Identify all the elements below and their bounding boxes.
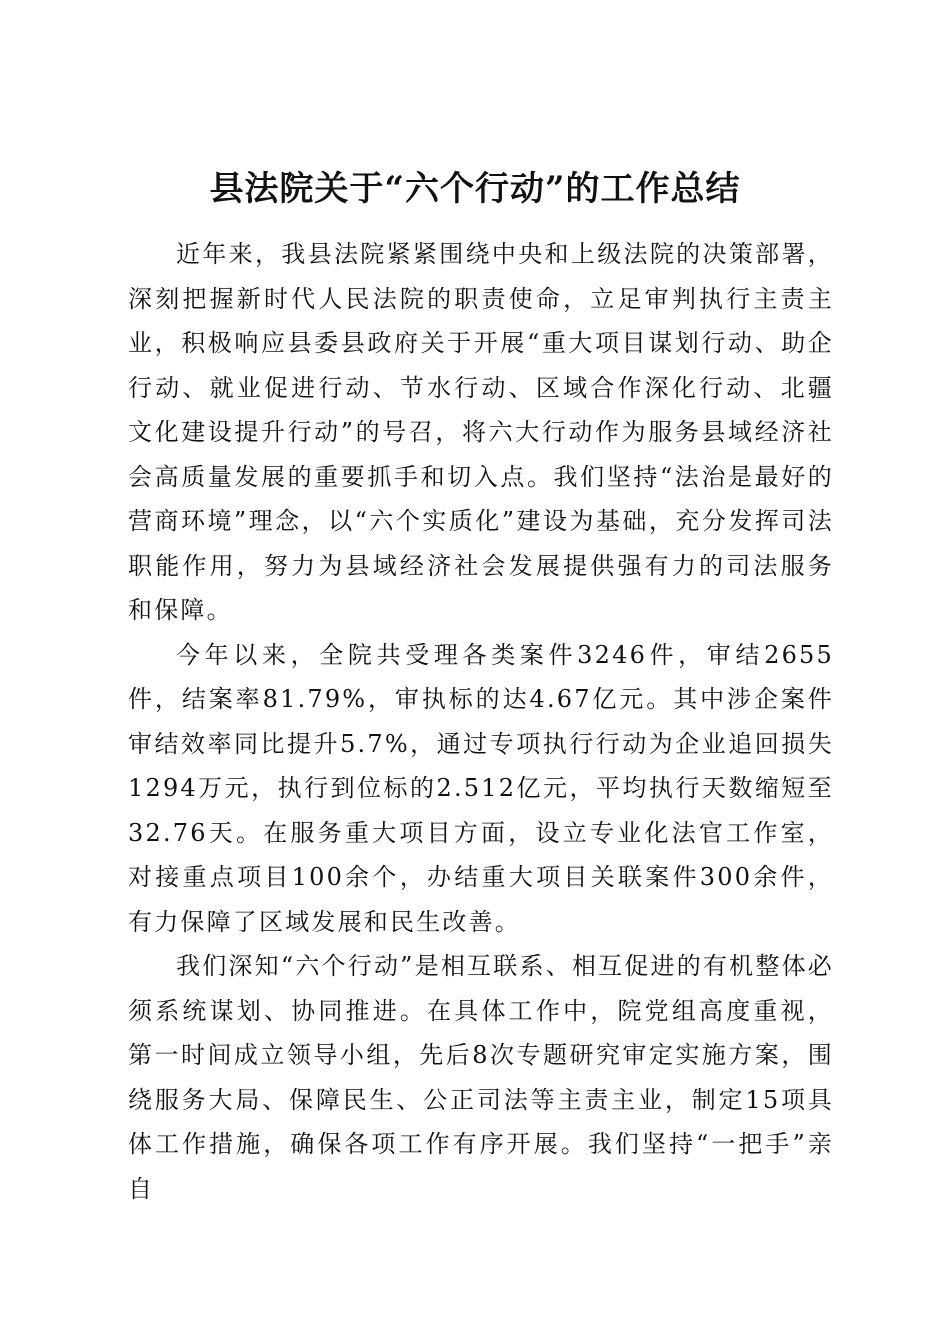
paragraph-coordination: 我们深知“六个行动”是相互联系、相互促进的有机整体必须系统谋划、协同推进。在具体工作中，院党组高度重视，第一时间成立领导小组，先后8次专题研究审定实施方案，围绕服务大局、保障民生、公正司法等主责主业，制定15项具体工作措施，确保各项工作有序开展。我们坚持“一把手”亲自 [128, 952, 834, 1203]
document-title: 县法院关于“六个行动”的工作总结 [209, 169, 741, 209]
paragraph-statistics: 今年以来，全院共受理各类案件3246件，审结2655件，结案率81.79%，审执标的达4.67亿元。其中涉企案件审结效率同比提升5.7%，通过专项执行行动为企业追回损失1294万元，执行到位标的2.512亿元，平均执行天数缩短至32.76天。在服务重大项目方面，设立专业化法官工作室，对接重点项目100余个，办结重大项目关联案件300余件，有力保障了区域发展和民生改善。 [128, 640, 834, 936]
document-body [128, 232, 834, 1211]
paragraph-intro: 近年来，我县法院紧紧围绕中央和上级法院的决策部署，深刻把握新时代人民法院的职责使命，立足审判执行主责主业，积极响应县委县政府关于开展“重大项目谋划行动、助企行动、就业促进行动、节水行动、区域合作深化行动、北疆文化建设提升行动”的号召，将六大行动作为服务县域经济社会高质量发展的重要抓手和切入点。我们坚持“法治是最好的营商环境”理念，以“六个实质化”建设为基础，充分发挥司法职能作用，努力为县域经济社会发展提供强有力的司法服务和保障。 [128, 240, 834, 624]
